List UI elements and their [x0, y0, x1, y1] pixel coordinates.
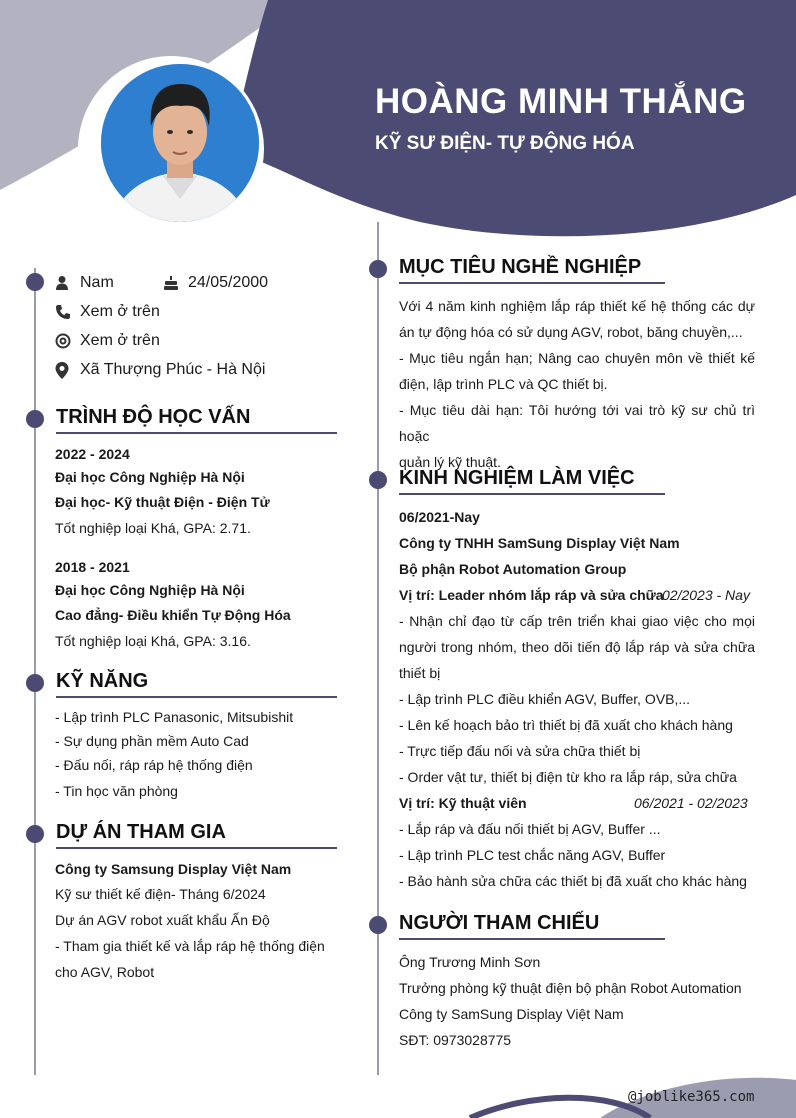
timeline-dot-education [26, 410, 44, 428]
phone-row [55, 303, 255, 323]
duties2-list [399, 816, 755, 894]
project-line: Kỹ sư thiết kế điện- Tháng 6/2024 [55, 886, 266, 902]
duty-item: - Lắp ráp và đấu nối thiết bị AGV, Buffer ... [399, 821, 661, 837]
skill-item: - Lập trình PLC Panasonic, Mitsubishit [55, 709, 294, 725]
reference-phone: SĐT: 0973028775 [399, 1032, 512, 1048]
watermark-link[interactable]: @joblike365.com [628, 1089, 755, 1105]
edu2-period: 2018 - 2021 [55, 559, 130, 575]
references-rule [399, 938, 665, 940]
projects-title: DỰ ÁN THAM GIA [56, 821, 226, 843]
address-value: Xã Thượng Phúc - Hà Nội [80, 361, 266, 378]
project-line: cho AGV, Robot [55, 964, 155, 980]
objective-line: - Mục tiêu ngắn hạn; Nâng cao chuyên môn về thiết kế [399, 350, 755, 366]
duty-item: - Nhận chỉ đạo từ cấp trên triển khai giao việc cho mọi [399, 613, 755, 629]
objective-line: quản lý kỹ thuật. [399, 454, 501, 470]
skills-rule [56, 696, 337, 698]
duty-item: - Trực tiếp đấu nối và sửa chữa thiết bị [399, 743, 641, 759]
experience-company: Công ty TNHH SamSung Display Việt Nam [399, 535, 680, 551]
timeline-dot-objective [369, 260, 387, 278]
position2-period: 06/2021 - 02/2023 [634, 795, 748, 811]
birthdate-row [163, 274, 303, 294]
objective-line: án tự động hóa có sử dụng AGV, robot, băng chuyền,... [399, 324, 743, 340]
duty-item: - Bảo hành sửa chữa các thiết bị đã xuất cho khác hàng [399, 873, 747, 889]
edu1-period: 2022 - 2024 [55, 446, 130, 462]
edu2-program: Cao đẳng- Điều khiển Tự Động Hóa [55, 607, 291, 623]
at-icon [55, 333, 71, 349]
timeline-dot-skills [26, 674, 44, 692]
email-row [55, 332, 255, 352]
education-rule [56, 432, 337, 434]
objective-line: điện, lập trình PLC và QC thiết bị. [399, 376, 608, 392]
cake-icon [163, 275, 179, 291]
timeline-dot-experience [369, 471, 387, 489]
position2-title: Vị trí: Kỹ thuật viên [399, 795, 527, 811]
education-title: TRÌNH ĐỘ HỌC VẤN [56, 406, 251, 428]
objective-text [399, 293, 755, 475]
position1-title: Vị trí: Leader nhóm lắp ráp và sửa chữa [399, 587, 664, 603]
gender-value: Nam [80, 274, 114, 291]
email-value: Xem ở trên [80, 332, 160, 349]
duty-item: thiết bị [399, 665, 441, 681]
project-line: Dự án AGV robot xuất khẩu Ấn Độ [55, 912, 270, 928]
objective-title: MỤC TIÊU NGHỀ NGHIỆP [399, 256, 642, 278]
projects-rule [56, 847, 337, 849]
reference-name: Ông Trương Minh Sơn [399, 954, 541, 970]
edu1-school: Đại học Công Nghiệp Hà Nội [55, 469, 245, 485]
candidate-name: HOÀNG MINH THẮNG [375, 82, 747, 121]
avatar-frame [78, 56, 264, 242]
skills-title: KỸ NĂNG [56, 670, 149, 692]
candidate-role: KỸ SƯ ĐIỆN- TỰ ĐỘNG HÓA [375, 133, 635, 154]
timeline-dot-info [26, 273, 44, 291]
birthdate-value: 24/05/2000 [188, 274, 269, 291]
duty-item: - Lập trình PLC điều khiển AGV, Buffer, OVB,... [399, 691, 691, 707]
duty-item: - Lên kế hoạch bảo trì thiết bị đã xuất cho khách hàng [399, 717, 733, 733]
edu1-result: Tốt nghiệp loại Khá, GPA: 2.71. [55, 520, 251, 536]
phone-icon [55, 304, 71, 320]
address-row [55, 361, 315, 381]
position1-period: 02/2023 - Nay [662, 587, 750, 603]
experience-title: KINH NGHIỆM LÀM VIỆC [399, 467, 635, 489]
gender-row [55, 274, 175, 294]
duty-item: - Lập trình PLC test chắc năng AGV, Buffer [399, 847, 666, 863]
edu2-school: Đại học Công Nghiệp Hà Nội [55, 582, 245, 598]
reference-company: Công ty SamSung Display Việt Nam [399, 1006, 624, 1022]
objective-rule [399, 282, 665, 284]
experience-rule [399, 493, 665, 495]
experience-period: 06/2021-Nay [399, 509, 480, 525]
objective-line: - Mục tiêu dài hạn: Tôi hướng tới vai trò kỹ sư chủ trì hoặc [399, 402, 755, 444]
references-title: NGƯỜI THAM CHIẾU [399, 912, 600, 934]
experience-department: Bộ phận Robot Automation Group [399, 561, 627, 577]
duties1-list [399, 608, 755, 790]
project-line: - Tham gia thiết kế và lắp ráp hệ thống điện [55, 938, 325, 954]
person-icon [55, 275, 69, 291]
edu1-program: Đại học- Kỹ thuật Điện - Điện Tử [55, 494, 270, 510]
edu2-result: Tốt nghiệp loại Khá, GPA: 3.16. [55, 633, 251, 649]
objective-line: Với 4 năm kinh nghiệm lắp ráp thiết kế hệ thống các dự [399, 298, 755, 314]
skill-item: - Đấu nối, ráp ráp hệ thống điện [55, 757, 253, 773]
skill-item: - Tin học văn phòng [55, 783, 178, 799]
project-company: Công ty Samsung Display Việt Nam [55, 861, 292, 877]
reference-position: Trưởng phòng kỹ thuật điện bộ phận Robot Automation [399, 980, 742, 996]
timeline-dot-projects [26, 825, 44, 843]
duty-item: - Order vật tư, thiết bị điện từ kho ra lắp ráp, sửa chữa [399, 769, 737, 785]
location-pin-icon [55, 362, 69, 379]
duty-item: người trong nhóm, theo dõi tiến độ lắp ráp và sửa chữa [399, 639, 755, 655]
skill-item: - Sự dụng phần mềm Auto Cad [55, 733, 249, 749]
timeline-dot-references [369, 916, 387, 934]
phone-value: Xem ở trên [80, 303, 160, 320]
avatar [101, 64, 259, 222]
